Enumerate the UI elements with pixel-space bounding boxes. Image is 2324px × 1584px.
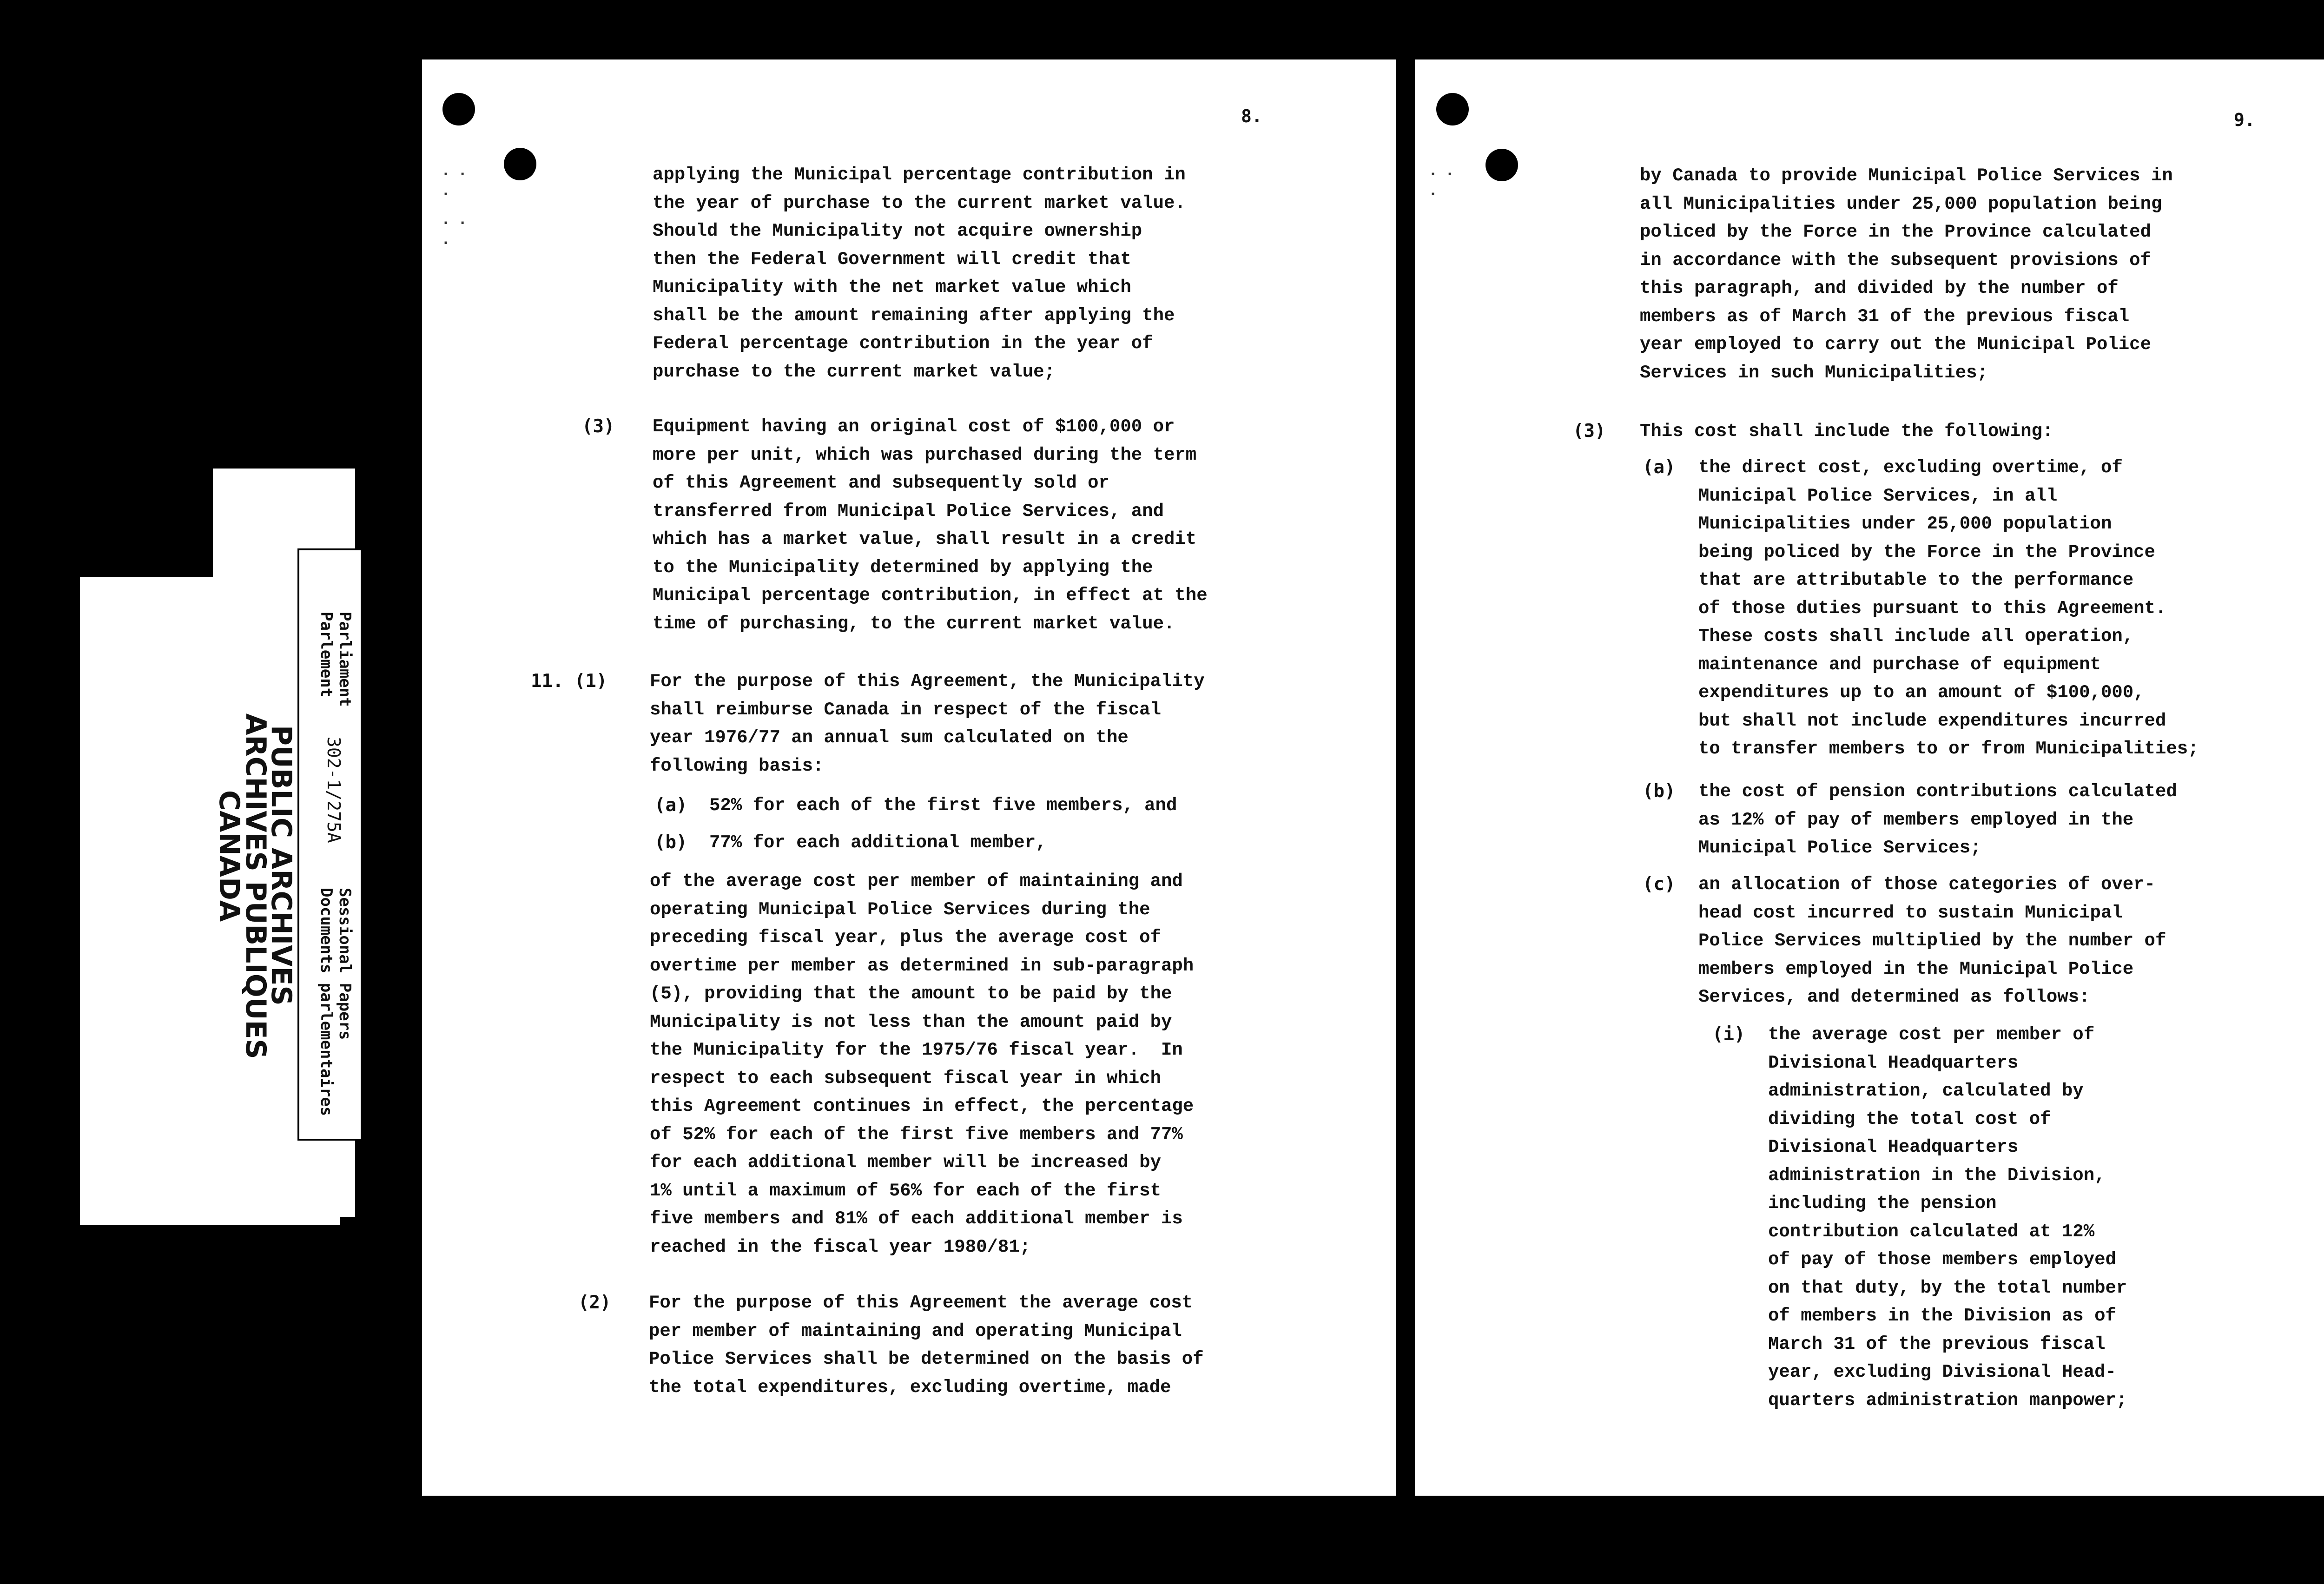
paragraph-continuation: applying the Municipal percentage contribution in the year of purchase to the current market value. Should the Municipality not acquire ownership then the Federal Government will credit that Municipality with the net market value which shall be the amount remaining after applying the Federal percentage contribution in the year of purchase to the current market value; bbox=[653, 165, 1186, 382]
label-series-fr: Documents parlementaires bbox=[317, 888, 336, 1116]
item-label: (3) bbox=[1573, 421, 1606, 442]
sub-item-label: (a) bbox=[1643, 457, 1676, 478]
punch-hole bbox=[442, 93, 475, 125]
sub-item-label: (c) bbox=[1643, 874, 1676, 895]
scan-specks: · · . · · . bbox=[442, 166, 467, 248]
sub-item-b-text: the cost of pension contributions calculated as 12% of pay of members employed in the Municipal Police Services; bbox=[1698, 781, 2177, 858]
page-number: 8. bbox=[1241, 106, 1262, 126]
sub-item-label: (b) bbox=[654, 832, 687, 853]
section-11-continuation: of the average cost per member of maintaining and operating Municipal Police Services during the preceding fiscal year, plus the average cost of overtime per member as determined in sub-paragraph (5), providing that the amount to be paid by the Municipality is not less than the amount paid by the Municipality for the 1975/76 fiscal year. In respect to each subsequent fiscal year in which this Agreement continues in effect, the percentage of 52% for each of the first five members and 77% for each additional member will be increased by 1% until a maximum of 56% for each of the first five members and 81% of each additional member is reached in the fiscal year 1980/81; bbox=[650, 871, 1194, 1257]
sub-item-label: (a) bbox=[654, 795, 687, 816]
section-11-text: For the purpose of this Agreement, the Municipality shall reimburse Canada in respect of the fiscal year 1976/77 an annual sum calculated on the following basis: bbox=[650, 671, 1205, 776]
sub-item-label: (b) bbox=[1643, 781, 1676, 802]
page-9 bbox=[1415, 59, 2324, 1496]
item-3-text: This cost shall include the following: bbox=[1640, 421, 2053, 442]
sub-item-b-text: 77% for each additional member, bbox=[709, 832, 1047, 853]
punch-hole bbox=[504, 148, 536, 180]
punch-hole bbox=[1436, 93, 1469, 125]
item-label: (2) bbox=[578, 1292, 611, 1313]
label-call-number: 302-1/275A bbox=[324, 737, 344, 843]
sub-sub-item-label: (i) bbox=[1712, 1024, 1745, 1045]
label-parliament-fr: Parlement bbox=[317, 612, 336, 698]
sub-item-a-text: 52% for each of the first five members, and bbox=[709, 795, 1177, 816]
sub-item-c-text: an allocation of those categories of over- head cost incurred to sustain Municipal Police Services multiplied by the number of members employed in the Municipal Police Services, and determined as follows: bbox=[1698, 874, 2166, 1007]
label-parliament-en: Parliament bbox=[336, 612, 354, 707]
punch-hole bbox=[1486, 149, 1518, 181]
archive-country: CANADA bbox=[213, 790, 245, 922]
section-label: 11. (1) bbox=[531, 671, 607, 692]
paragraph-continuation: by Canada to provide Municipal Police Services in all Municipalities under 25,000 population being policed by the Force in the Province calculated in accordance with the subsequent provisions of this paragraph, and divided by the number of members as of March 31 of the previous fiscal year employed to carry out the Municipal Police Services in such Municipalities; bbox=[1640, 165, 2173, 383]
item-3-text: Equipment having an original cost of $100,000 or more per unit, which was purchased during the term of this Agreement and subsequently sold or transferred from Municipal Police Services, and which has a market value, shall result in a credit to the Municipality determined by applying the Municipal percentage contribution, in effect at the time of purchasing, to the current market value. bbox=[653, 416, 1208, 634]
scan-specks: · · . bbox=[1429, 166, 1454, 199]
sub-item-a-text: the direct cost, excluding overtime, of Municipal Police Services, in all Municipalities under 25,000 population being policed by the Force in the Province that are attributable to the performance of those duties pursuant to this Agreement. These costs shall include all operation, maintenance and purchase of equipment expenditures up to an amount of $100,000, but shall not include expenditures incurred to transfer members to or from Municipalities; bbox=[1698, 457, 2199, 759]
page-number: 9. bbox=[2234, 110, 2255, 130]
sub-sub-item-i-text: the average cost per member of Divisional Headquarters administration, calculated by dividing the total cost of Divisional Headquarters administration in the Division, including the pension contribution calculated at 12% of pay of those members employed on that duty, by the total number of members in the Division as of March 31 of the previous fiscal year, excluding Divisional Head- quarters administration manpower; bbox=[1768, 1024, 2127, 1411]
page-8 bbox=[422, 59, 1396, 1496]
archive-name-en: PUBLIC ARCHIVES bbox=[265, 725, 297, 1006]
item-2-text: For the purpose of this Agreement the average cost per member of maintaining and operating Municipal Police Services shall be determined on the basis of the total expenditures, excluding overtime, made bbox=[649, 1293, 1204, 1398]
label-series-en: Sessional Papers bbox=[336, 888, 354, 1040]
archive-name-fr: ARCHIVES PUBLIQUES bbox=[239, 713, 272, 1059]
item-label: (3) bbox=[582, 416, 615, 437]
